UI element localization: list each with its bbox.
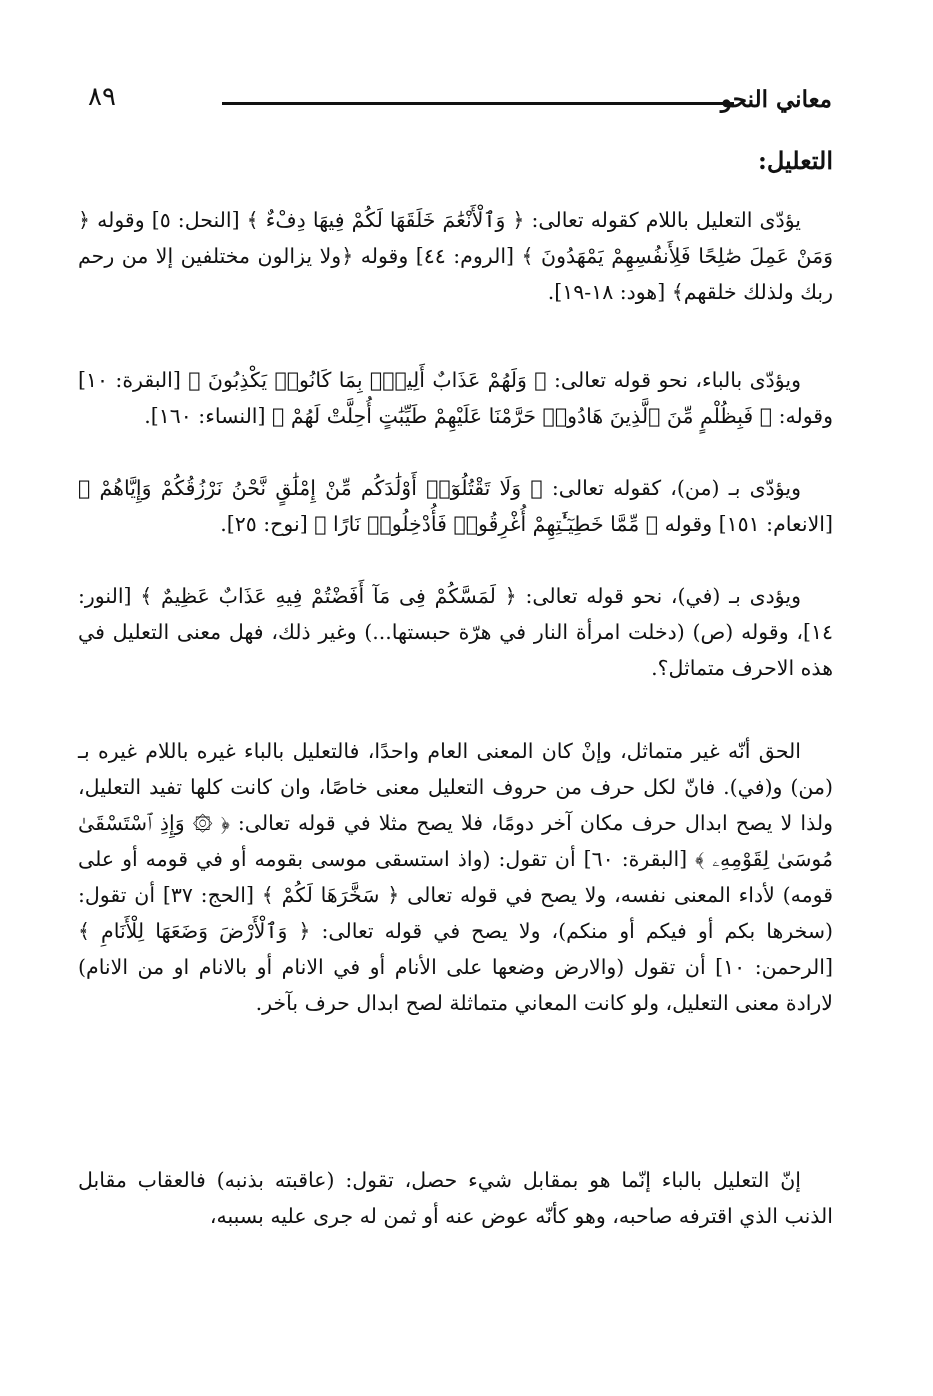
paragraph-text: يؤدّى التعليل باللام كقوله تعالى: ﴿ وَٱلْأَنْعَٰمَ خَلَقَهَا لَكُمْ فِيهَا دِفْءٌ ﴾ [النحل: ٥] وقوله ﴿ وَمَنْ عَمِلَ صَٰلِحًا فَلِأَنفُسِهِمْ يَمْهَدُونَ ﴾ [الروم: ٤٤] وقوله ﴿ولا يزالون مختلفين إلا من رحم ربك ولذلك خلقهم﴾ [هود: ١٨-١٩].: [78, 208, 833, 304]
paragraph-lam: [78, 202, 833, 310]
paragraph-text: الحق أنّه غير متماثل، وإنْ كان المعنى العام واحدًا، فالتعليل بالباء غيره باللام غيره بـ (من) و(في). فانّ لكل حرف من حروف التعليل معنى خاصًا، وان كانت كلها تفيد التعليل، ولذا لا يصح ابدال حرف مكان آخر دومًا، فلا يصح مثلا في قوله تعالى: ﴿ ۞ وَإِذِ ٱسْتَسْقَىٰ مُوسَىٰ لِقَوْمِهِۦ ﴾ [البقرة: ٦٠] أن تقول: (واذ استسقى موسى بقومه أو في قومه أو على قومه) لأداء المعنى نفسه، ولا يصح في قوله تعالى ﴿ سَخَّرَهَا لَكُمْ ﴾ [الحج: ٣٧] أن تقول: (سخرها بكم أو فيكم أو منكم)، ولا يصح في قوله تعالى: ﴿ وَٱلْأَرْضَ وَضَعَهَا لِلْأَنَامِ ﴾ [الرحمن: ١٠] أن تقول (والارض وضعها على الأنام أو في الانام أو بالانام او من الانام) لارادة معنى التعليل، ولو كانت المعاني متماثلة لصح ابدال حرف بآخر.: [78, 739, 834, 1015]
paragraph-ba: [78, 362, 833, 434]
page-header: [80, 82, 832, 122]
paragraph-ba-meaning: [78, 1162, 833, 1234]
paragraph-min: [78, 470, 833, 542]
paragraph-text: ويؤدّى بـ (من)، كقوله تعالى: ﴿ وَلَا تَقْتُلُوٓا۟ أَوْلَٰدَكُم مِّنْ إِمْلَٰقٍ نَّحْنُ نَرْزُقُكُمْ وَإِيَّاهُمْ ﴾ [الانعام: ١٥١] وقوله ﴿ مِّمَّا خَطِيٓـَٰٔتِهِمْ أُغْرِقُوا۟ فَأُدْخِلُوا۟ نَارًا ﴾ [نوح: ٢٥].: [78, 476, 833, 536]
paragraph-text: إنّ التعليل بالباء إنّما هو بمقابل شيء حصل، تقول: (عاقبته بذنبه) فالعقاب مقابل الذنب الذي اقترفه صاحبه، وهو كأنّه عوض عنه أو ثمن له جرى عليه بسببه،: [78, 1168, 833, 1228]
running-title: معاني النحو: [720, 86, 832, 113]
paragraph-fi: [78, 578, 833, 686]
header-rule: [222, 102, 734, 105]
paragraph-text: ويؤدى بـ (في)، نحو قوله تعالى: ﴿ لَمَسَّكُمْ فِى مَآ أَفَضْتُمْ فِيهِ عَذَابٌ عَظِيمٌ ﴾ [النور: ١٤]، وقوله (ص) (دخلت امرأة النار في هرّة حبستها...) وغير ذلك، فهل معنى التعليل في هذه الاحرف متماثل؟.: [78, 584, 833, 680]
section-heading: التعليل:: [757, 146, 833, 175]
paragraph-text: ويؤدّى بالباء، نحو قوله تعالى: ﴿ وَلَهُمْ عَذَابٌ أَلِيمٌۢ بِمَا كَانُوا۟ يَكْذِبُونَ ﴾ [البقرة: ١٠] وقوله: ﴿ فَبِظُلْمٍ مِّنَ ٱلَّذِينَ هَادُوا۟ حَرَّمْنَا عَلَيْهِمْ طَيِّبَٰتٍ أُحِلَّتْ لَهُمْ ﴾ [النساء: ١٦٠].: [78, 368, 833, 428]
page-number: ٨٩: [88, 82, 116, 112]
paragraph-discussion: [78, 733, 833, 1021]
